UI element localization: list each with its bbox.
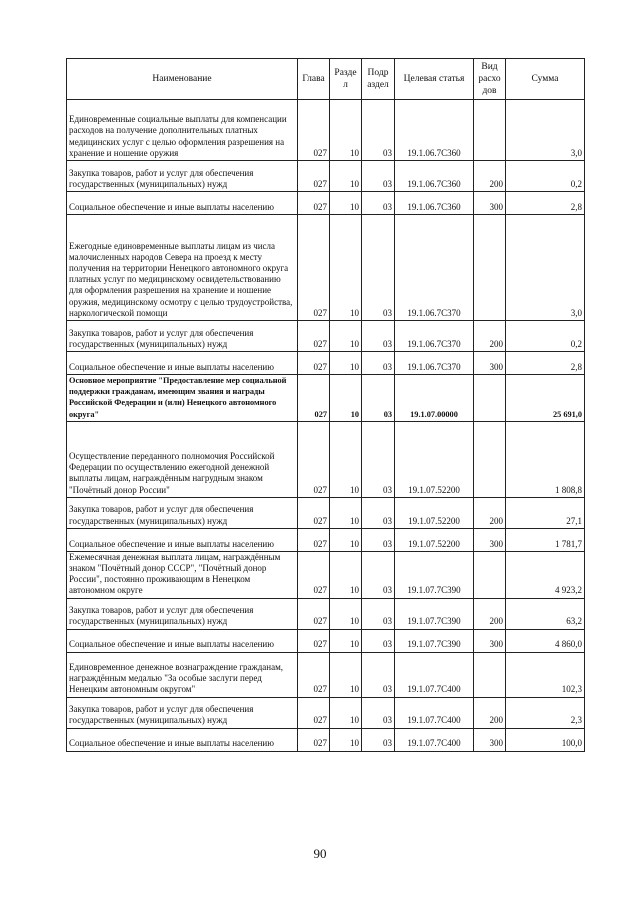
row-sum: 102,3: [506, 652, 585, 697]
row-exp-type: [474, 421, 506, 497]
table-row: [67, 728, 585, 751]
row-section: 10: [330, 528, 362, 551]
row-section: 10: [330, 215, 362, 321]
row-sum: 4 923,2: [506, 551, 585, 598]
row-subsection: 03: [362, 421, 395, 497]
row-exp-type: [474, 215, 506, 321]
row-name: Основное мероприятие "Предоставление мер социальной поддержки гражданам, имеющим звания и награды Российской Федерации и (или) Ненецкого автономного округа": [67, 375, 298, 422]
table-row: [67, 551, 585, 598]
row-target: 19.1.06.7С360: [395, 161, 474, 192]
row-target: 19.1.06.7С370: [395, 321, 474, 352]
row-exp-type: 300: [474, 629, 506, 652]
row-target: 19.1.07.7С390: [395, 629, 474, 652]
table-row: [67, 215, 585, 321]
row-sum: 0,2: [506, 321, 585, 352]
row-exp-type: 300: [474, 192, 506, 215]
row-subsection: 03: [362, 551, 395, 598]
row-target: 19.1.06.7С360: [395, 100, 474, 161]
row-subsection: 03: [362, 652, 395, 697]
row-target: 19.1.07.7С400: [395, 697, 474, 728]
header-section: Разде л: [330, 59, 362, 100]
row-chapter: 027: [298, 192, 330, 215]
row-sum: 3,0: [506, 215, 585, 321]
row-name: Закупка товаров, работ и услуг для обеспечения государственных (муниципальных) нужд: [67, 697, 298, 728]
row-name: Социальное обеспечение и иные выплаты населению: [67, 629, 298, 652]
row-chapter: 027: [298, 497, 330, 528]
row-exp-type: 200: [474, 497, 506, 528]
row-name: Ежемесячная денежная выплата лицам, награждённым знаком "Почётный донор СССР", "Почётный донор России", постоянно проживающим в Ненецком автономном округе: [67, 551, 298, 598]
row-exp-type: 200: [474, 321, 506, 352]
row-sum: 63,2: [506, 598, 585, 629]
header-sum: Сумма: [506, 59, 585, 100]
row-target: 19.1.07.7С400: [395, 728, 474, 751]
row-target: 19.1.07.7С400: [395, 652, 474, 697]
row-name: Закупка товаров, работ и услуг для обеспечения государственных (муниципальных) нужд: [67, 321, 298, 352]
row-subsection: 03: [362, 375, 395, 422]
row-name: Социальное обеспечение и иные выплаты населению: [67, 352, 298, 375]
header-target: Целевая статья: [395, 59, 474, 100]
row-exp-type: [474, 551, 506, 598]
table-row: [67, 100, 585, 161]
row-chapter: 027: [298, 551, 330, 598]
row-section: 10: [330, 497, 362, 528]
row-target: 19.1.07.52200: [395, 497, 474, 528]
row-name: Осуществление переданного полномочия Российской Федерации по осуществлению ежегодной денежной выплаты лицам, награждённым нагрудным знаком "Почётный донор России": [67, 421, 298, 497]
row-subsection: 03: [362, 728, 395, 751]
row-section: 10: [330, 161, 362, 192]
row-chapter: 027: [298, 352, 330, 375]
header-name: Наименование: [67, 59, 298, 100]
table-row: [67, 421, 585, 497]
table-row: [67, 161, 585, 192]
row-subsection: 03: [362, 192, 395, 215]
row-chapter: 027: [298, 528, 330, 551]
row-chapter: 027: [298, 375, 330, 422]
row-subsection: 03: [362, 100, 395, 161]
row-subsection: 03: [362, 697, 395, 728]
table-row: [67, 652, 585, 697]
row-section: 10: [330, 697, 362, 728]
row-name: Ежегодные единовременные выплаты лицам из числа малочисленных народов Севера на проезд к месту получения на территории Ненецкого автономного округа платных услуг по медицинскому освидетельствованию для оформления разрешения на хранение и ношение оружия, медицинскому осмотру с целью трудоустройства, наркологической помощи: [67, 215, 298, 321]
row-sum: 100,0: [506, 728, 585, 751]
row-sum: 3,0: [506, 100, 585, 161]
row-sum: 2,8: [506, 192, 585, 215]
row-name: Закупка товаров, работ и услуг для обеспечения государственных (муниципальных) нужд: [67, 497, 298, 528]
row-section: 10: [330, 192, 362, 215]
row-exp-type: 200: [474, 598, 506, 629]
page-number: 90: [313, 846, 327, 861]
row-target: 19.1.07.52200: [395, 421, 474, 497]
row-section: 10: [330, 598, 362, 629]
row-chapter: 027: [298, 100, 330, 161]
row-name: Социальное обеспечение и иные выплаты населению: [67, 192, 298, 215]
table-row: [67, 192, 585, 215]
table-header-row: [67, 59, 585, 100]
row-target: 19.1.07.00000: [395, 375, 474, 422]
row-target: 19.1.07.7С390: [395, 551, 474, 598]
table-row: [67, 598, 585, 629]
row-exp-type: 300: [474, 352, 506, 375]
row-sum: 27,1: [506, 497, 585, 528]
row-exp-type: [474, 652, 506, 697]
table-row: [67, 497, 585, 528]
row-name: Социальное обеспечение и иные выплаты населению: [67, 728, 298, 751]
row-exp-type: [474, 375, 506, 422]
row-section: 10: [330, 352, 362, 375]
row-section: 10: [330, 728, 362, 751]
row-chapter: 027: [298, 421, 330, 497]
row-section: 10: [330, 652, 362, 697]
row-chapter: 027: [298, 728, 330, 751]
row-sum: 25 691,0: [506, 375, 585, 422]
row-subsection: 03: [362, 321, 395, 352]
row-section: 10: [330, 321, 362, 352]
row-sum: 0,2: [506, 161, 585, 192]
row-chapter: 027: [298, 215, 330, 321]
row-chapter: 027: [298, 652, 330, 697]
header-chapter: Глава: [298, 59, 330, 100]
table-row: [67, 321, 585, 352]
row-sum: 2,8: [506, 352, 585, 375]
row-subsection: 03: [362, 497, 395, 528]
header-exp-type: Вид расхо дов: [474, 59, 506, 100]
row-section: 10: [330, 629, 362, 652]
row-target: 19.1.06.7С370: [395, 215, 474, 321]
row-subsection: 03: [362, 528, 395, 551]
row-name: Социальное обеспечение и иные выплаты населению: [67, 528, 298, 551]
row-target: 19.1.06.7С360: [395, 192, 474, 215]
row-name: Закупка товаров, работ и услуг для обеспечения государственных (муниципальных) нужд: [67, 161, 298, 192]
row-chapter: 027: [298, 321, 330, 352]
header-subsection: Подр аздел: [362, 59, 395, 100]
row-exp-type: 300: [474, 528, 506, 551]
row-exp-type: [474, 100, 506, 161]
row-chapter: 027: [298, 697, 330, 728]
row-chapter: 027: [298, 598, 330, 629]
row-sum: 4 860,0: [506, 629, 585, 652]
row-name: Единовременное денежное вознаграждение гражданам, награждённым медалью "За особые заслуги перед Ненецким автономным округом": [67, 652, 298, 697]
table-row: [67, 528, 585, 551]
row-target: 19.1.06.7С370: [395, 352, 474, 375]
row-exp-type: 200: [474, 697, 506, 728]
row-subsection: 03: [362, 161, 395, 192]
row-sum: 2,3: [506, 697, 585, 728]
row-sum: 1 781,7: [506, 528, 585, 551]
row-subsection: 03: [362, 352, 395, 375]
row-exp-type: 300: [474, 728, 506, 751]
row-name: Закупка товаров, работ и услуг для обеспечения государственных (муниципальных) нужд: [67, 598, 298, 629]
row-subsection: 03: [362, 598, 395, 629]
table-row: [67, 352, 585, 375]
row-section: 10: [330, 551, 362, 598]
row-chapter: 027: [298, 161, 330, 192]
row-name: Единовременные социальные выплаты для компенсации расходов на получение дополнительных платных медицинских услуг с целью оформления разрешения на хранение и ношение оружия: [67, 100, 298, 161]
row-section: 10: [330, 375, 362, 422]
row-exp-type: 200: [474, 161, 506, 192]
table-row: [67, 697, 585, 728]
table-row: [67, 375, 585, 422]
row-section: 10: [330, 100, 362, 161]
row-chapter: 027: [298, 629, 330, 652]
row-subsection: 03: [362, 215, 395, 321]
budget-table: [66, 58, 585, 752]
table-row: [67, 629, 585, 652]
row-target: 19.1.07.52200: [395, 528, 474, 551]
row-sum: 1 808,8: [506, 421, 585, 497]
row-target: 19.1.07.7С390: [395, 598, 474, 629]
row-section: 10: [330, 421, 362, 497]
row-subsection: 03: [362, 629, 395, 652]
